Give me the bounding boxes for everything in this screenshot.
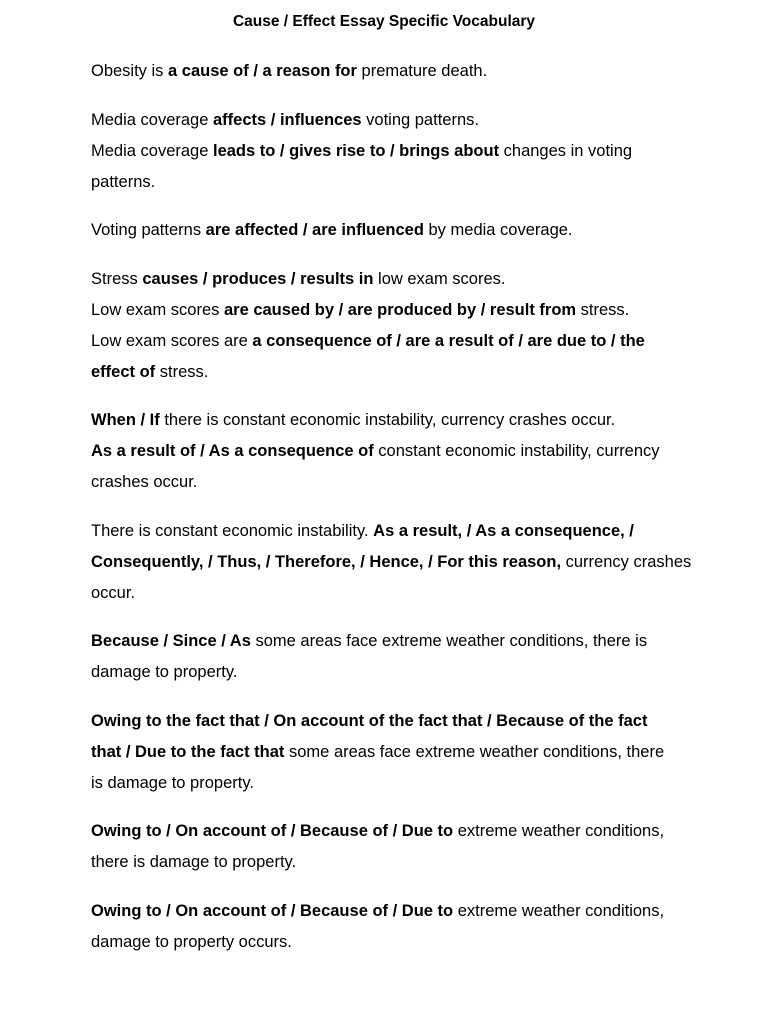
- vocab-phrase: a cause of / a reason for: [168, 62, 357, 80]
- vocab-phrase: leads to / gives rise to / brings about: [213, 141, 500, 160]
- text-line: [91, 737, 691, 768]
- example-text: extreme weather conditions,: [453, 901, 665, 920]
- vocab-phrase: a consequence of / are a result of / are due to / the: [252, 331, 645, 350]
- example-text: stress.: [155, 362, 209, 381]
- text-line: [91, 264, 691, 295]
- vocab-phrase: When / If: [91, 411, 160, 429]
- text-line: [91, 105, 691, 136]
- vocab-paragraph: [91, 264, 691, 388]
- text-line: [91, 816, 691, 847]
- vocab-phrase: Owing to / On account of / Because of / Due to: [91, 822, 454, 840]
- text-line: [91, 326, 691, 357]
- example-text: occur.: [91, 583, 136, 602]
- vocab-phrase: effect of: [91, 362, 156, 381]
- text-line: [91, 847, 691, 878]
- text-line: [91, 768, 691, 799]
- example-text: Media coverage: [91, 141, 213, 160]
- text-line: [91, 467, 691, 498]
- vocab-paragraph: [91, 706, 691, 799]
- vocab-phrase: Because / Since / As: [91, 632, 251, 650]
- vocab-paragraph: [91, 516, 691, 609]
- example-text: changes in voting: [499, 141, 633, 160]
- example-text: there is damage to property.: [91, 853, 297, 871]
- vocab-phrase: Consequently, / Thus, / Therefore, / Hence, / For this reason,: [91, 552, 562, 571]
- example-text: Obesity is: [91, 62, 169, 80]
- example-text: there is constant economic instability, currency crashes occur.: [159, 411, 616, 429]
- text-line: [91, 657, 691, 688]
- document-title: Cause / Effect Essay Specific Vocabulary: [232, 13, 536, 30]
- example-text: Media coverage: [91, 110, 213, 129]
- example-text: some areas face extreme weather conditions, there is: [250, 632, 648, 650]
- vocab-paragraph: [91, 405, 691, 498]
- example-text: stress.: [576, 300, 630, 319]
- example-text: voting patterns.: [361, 110, 479, 129]
- text-line: [91, 436, 691, 467]
- example-text: Stress: [91, 269, 143, 288]
- example-text: extreme weather conditions,: [453, 822, 665, 840]
- document-body: [91, 56, 691, 975]
- text-line: [91, 896, 691, 927]
- text-line: [91, 215, 691, 246]
- text-line: [91, 295, 691, 326]
- vocab-paragraph: [91, 56, 691, 87]
- text-line: [91, 578, 691, 609]
- example-text: some areas face extreme weather conditions, there: [284, 742, 665, 761]
- text-line: [91, 357, 691, 388]
- vocab-paragraph: [91, 896, 691, 958]
- example-text: Low exam scores: [91, 300, 224, 319]
- vocab-phrase: affects / influences: [213, 110, 362, 129]
- example-text: patterns.: [91, 172, 156, 191]
- example-text: Voting patterns: [91, 221, 206, 239]
- vocab-phrase: are affected / are influenced: [205, 221, 424, 239]
- vocab-phrase: As a result, / As a consequence, /: [373, 521, 634, 540]
- example-text: damage to property.: [91, 663, 238, 681]
- text-line: [91, 56, 691, 87]
- example-text: Low exam scores are: [91, 331, 253, 350]
- vocab-paragraph: [91, 816, 691, 878]
- example-text: currency crashes: [561, 552, 692, 571]
- example-text: damage to property occurs.: [91, 932, 292, 951]
- example-text: by media coverage.: [423, 221, 573, 239]
- example-text: There is constant economic instability.: [91, 521, 374, 540]
- text-line: [91, 626, 691, 657]
- vocab-paragraph: [91, 105, 691, 198]
- example-text: constant economic instability, currency: [373, 442, 660, 460]
- text-line: [91, 167, 691, 198]
- example-text: is damage to property.: [91, 773, 254, 792]
- example-text: premature death.: [356, 62, 488, 80]
- text-line: [91, 547, 691, 578]
- vocab-phrase: Owing to / On account of / Because of / Due to: [91, 901, 454, 920]
- text-line: [91, 405, 691, 436]
- vocab-phrase: Owing to the fact that / On account of the fact that / Because of the fact: [91, 711, 648, 730]
- vocab-phrase: are caused by / are produced by / result from: [223, 300, 577, 319]
- text-line: [91, 927, 691, 958]
- text-line: [91, 706, 691, 737]
- text-line: [91, 516, 691, 547]
- text-line: [91, 136, 691, 167]
- example-text: crashes occur.: [91, 473, 198, 491]
- vocab-phrase: As a result of / As a consequence of: [91, 442, 374, 460]
- vocab-phrase: that / Due to the fact that: [91, 742, 285, 761]
- vocab-paragraph: [91, 215, 691, 246]
- example-text: low exam scores.: [373, 269, 506, 288]
- vocab-paragraph: [91, 626, 691, 688]
- vocab-phrase: causes / produces / results in: [142, 269, 374, 288]
